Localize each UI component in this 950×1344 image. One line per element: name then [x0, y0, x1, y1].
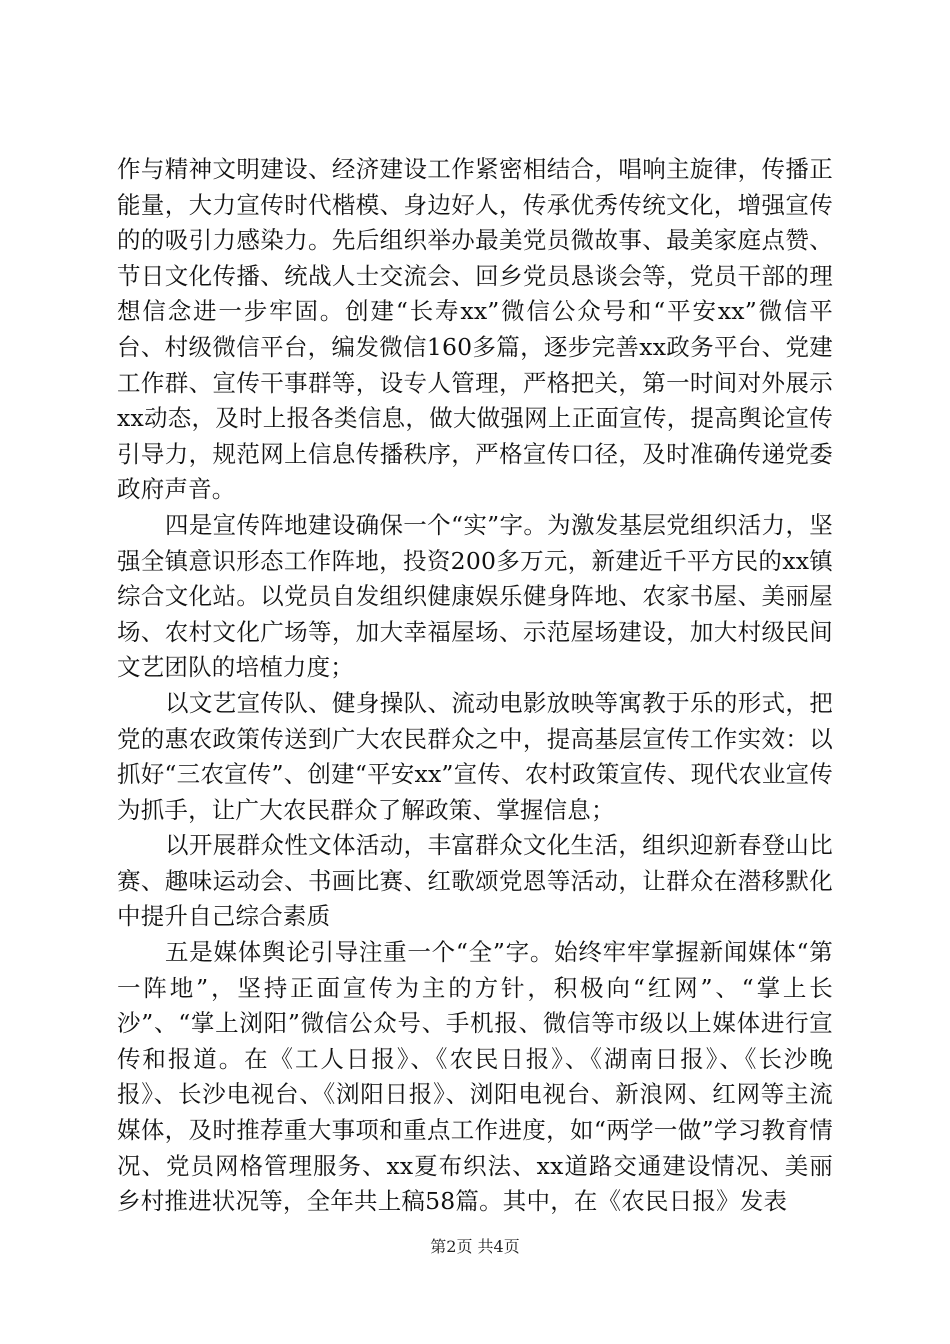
paragraph-section-four: 四是宣传阵地建设确保一个“实”字。为激发基层党组织活力，坚强全镇意识形态工作阵地，投资200多万元，新建近千平方民的xx镇综合文化站。以党员自发组织健康娱乐健身阵地、农家书屋、美丽屋场、农村文化广场等，加大幸福屋场、示范屋场建设，加大村级民间文艺团队的培植力度； [117, 510, 833, 682]
page-footer: 第2页 共4页 [430, 1237, 520, 1256]
paragraph-cultural-propaganda: 以文艺宣传队、健身操队、流动电影放映等寓教于乐的形式，把党的惠农政策传送到广大农民群众之中，提高基层宣传工作实效：以抓好“三农宣传”、创建“平安xx”宣传、农村政策宣传、现代农业宣传为抓手，让广大农民群众了解政策、掌握信息； [117, 688, 833, 824]
paragraph-continuation: 作与精神文明建设、经济建设工作紧密相结合，唱响主旋律，传播正能量，大力宣传时代楷模、身边好人，传承优秀传统文化，增强宣传的的吸引力感染力。先后组织举办最美党员微故事、最美家庭点赞、节日文化传播、统战人士交流会、回乡党员恳谈会等，党员干部的理想信念进一步牢固。创建“长寿xx”微信公众号和“平安xx”微信平台、村级微信平台，编发微信160多篇，逐步完善xx政务平台、党建工作群、宣传干事群等，设专人管理，严格把关，第一时间对外展示xx动态，及时上报各类信息，做大做强网上正面宣传，提高舆论宣传引导力，规范网上信息传播秩序，严格宣传口径，及时准确传递党委政府声音。 [117, 155, 833, 504]
paragraph-section-five: 五是媒体舆论引导注重一个“全”字。始终牢牢掌握新闻媒体“第一阵地”，坚持正面宣传为主的方针，积极向“红网”、“掌上长沙”、“掌上浏阳”微信公众号、手机报、微信等市级以上媒体进行宣传和报道。在《工人日报》、《农民日报》、《湖南日报》、《长沙晚报》、长沙电视台、《浏阳日报》、浏阳电视台、新浪网、红网等主流媒体，及时推荐重大事项和重点工作进度，如“两学一做”学习教育情况、党员网格管理服务、xx夏布织法、xx道路交通建设情况、美丽乡村推进状况等，全年共上稿58篇。其中，在《农民日报》发表 [117, 938, 833, 1216]
document-body [117, 152, 833, 1220]
paragraph-cultural-activities: 以开展群众性文体活动，丰富群众文化生活，组织迎新春登山比赛、趣味运动会、书画比赛、红歌颂党恩等活动，让群众在潜移默化中提升自己综合素质 [117, 831, 833, 931]
